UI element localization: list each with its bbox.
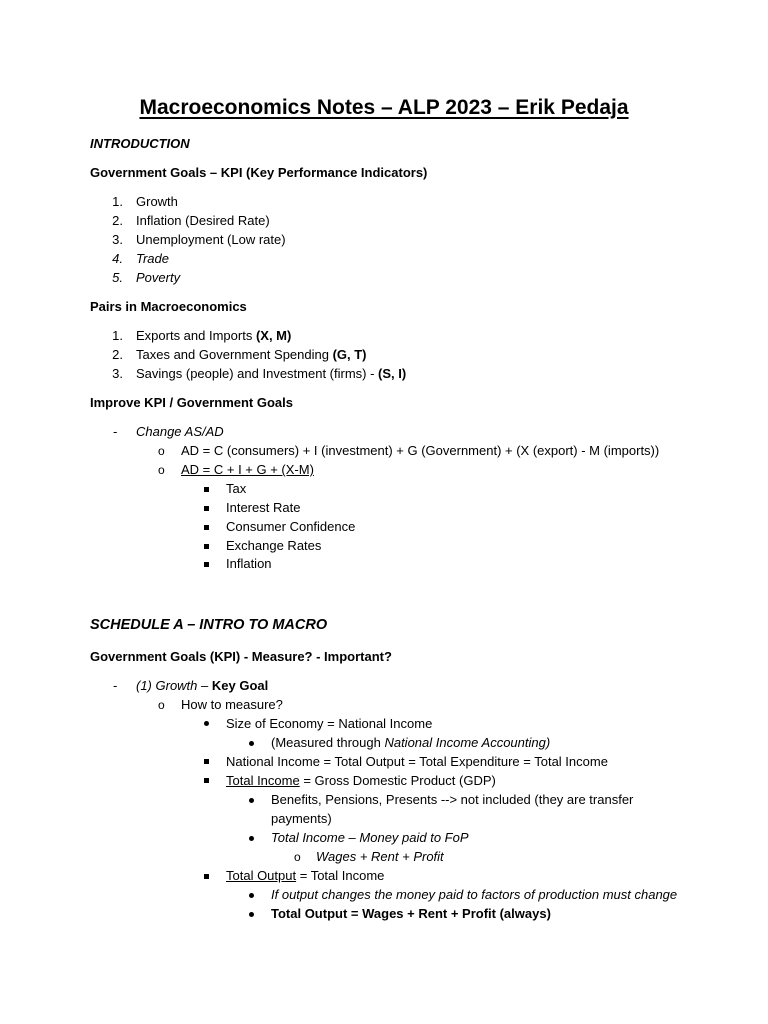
list-number: 3. (112, 232, 123, 247)
square-bullet (204, 525, 209, 530)
measured-through: (Measured through National Income Accounting) (271, 735, 551, 750)
goals-heading: Government Goals – KPI (Key Performance Indicators) (90, 165, 428, 180)
list-item: Exchange Rates (226, 538, 322, 553)
dash-bullet: - (113, 678, 118, 693)
size-of-economy: Size of Economy = National Income (226, 716, 433, 731)
square-bullet (204, 487, 209, 492)
square-bullet (204, 778, 209, 783)
circle-bullet: o (158, 698, 165, 712)
list-number: 1. (112, 194, 123, 209)
list-number: 1. (112, 328, 123, 343)
circle-bullet: o (158, 444, 165, 458)
list-item: Interest Rate (226, 500, 301, 515)
list-number: 4. (112, 251, 123, 266)
benefits-line-2: payments) (271, 811, 332, 826)
total-income-money: Total Income – Money paid to FoP (271, 830, 469, 845)
square-bullet (204, 506, 209, 511)
how-to-measure: How to measure? (181, 697, 283, 712)
list-item: Savings (people) and Investment (firms) - (S, I) (136, 366, 407, 381)
list-item: Unemployment (Low rate) (136, 232, 286, 247)
round-bullet (249, 741, 254, 746)
total-output-equation: Total Output = Wages + Rent + Profit (always) (271, 906, 551, 921)
output-changes: If output changes the money paid to factors of production must change (271, 887, 678, 902)
list-number: 2. (112, 213, 123, 228)
square-bullet (204, 544, 209, 549)
list-number: 3. (112, 366, 123, 381)
document-title: Macroeconomics Notes – ALP 2023 – Erik Pedaja (139, 96, 629, 119)
square-bullet (204, 759, 209, 764)
benefits-line-1: Benefits, Pensions, Presents --> not included (they are transfer (271, 792, 634, 807)
round-bullet (249, 893, 254, 898)
national-income-identity: National Income = Total Output = Total Expenditure = Total Income (226, 754, 608, 769)
list-item: Poverty (136, 270, 181, 285)
circle-bullet: o (294, 850, 301, 864)
list-item: Inflation (226, 556, 272, 571)
list-item: Growth (136, 194, 178, 209)
list-item: Trade (136, 251, 169, 266)
circle-bullet: o (158, 463, 165, 477)
list-item: Exports and Imports (X, M) (136, 328, 292, 343)
ad-formula-short: AD = C + I + G + (X-M) (181, 462, 314, 477)
growth-line: (1) Growth – Key Goal (136, 678, 269, 693)
round-bullet (249, 836, 254, 841)
square-bullet (204, 562, 209, 567)
section-heading-schedule-a: SCHEDULE A – INTRO TO MACRO (90, 617, 328, 633)
list-item: Tax (226, 481, 247, 496)
section-heading-introduction: INTRODUCTION (90, 136, 190, 151)
total-output-income: Total Output = Total Income (226, 868, 385, 883)
wages-rent-profit: Wages + Rent + Profit (316, 849, 444, 864)
round-bullet (249, 912, 254, 917)
square-bullet (204, 874, 209, 879)
ad-formula-full: AD = C (consumers) + I (investment) + G (Government) + (X (export) - M (imports)) (181, 443, 660, 458)
schedule-a-subheading: Government Goals (KPI) - Measure? - Important? (90, 649, 392, 664)
dash-bullet: - (113, 424, 118, 439)
improve-heading: Improve KPI / Government Goals (90, 395, 293, 410)
list-number: 2. (112, 347, 123, 362)
pairs-heading: Pairs in Macroeconomics (90, 299, 247, 314)
change-as-ad: Change AS/AD (136, 424, 224, 439)
total-income-gdp: Total Income = Gross Domestic Product (GDP) (226, 773, 496, 788)
round-bullet (249, 798, 254, 803)
list-item: Inflation (Desired Rate) (136, 213, 270, 228)
list-item: Consumer Confidence (226, 519, 356, 534)
list-item: Taxes and Government Spending (G, T) (136, 347, 367, 362)
round-bullet (204, 721, 209, 726)
list-number: 5. (112, 270, 123, 285)
